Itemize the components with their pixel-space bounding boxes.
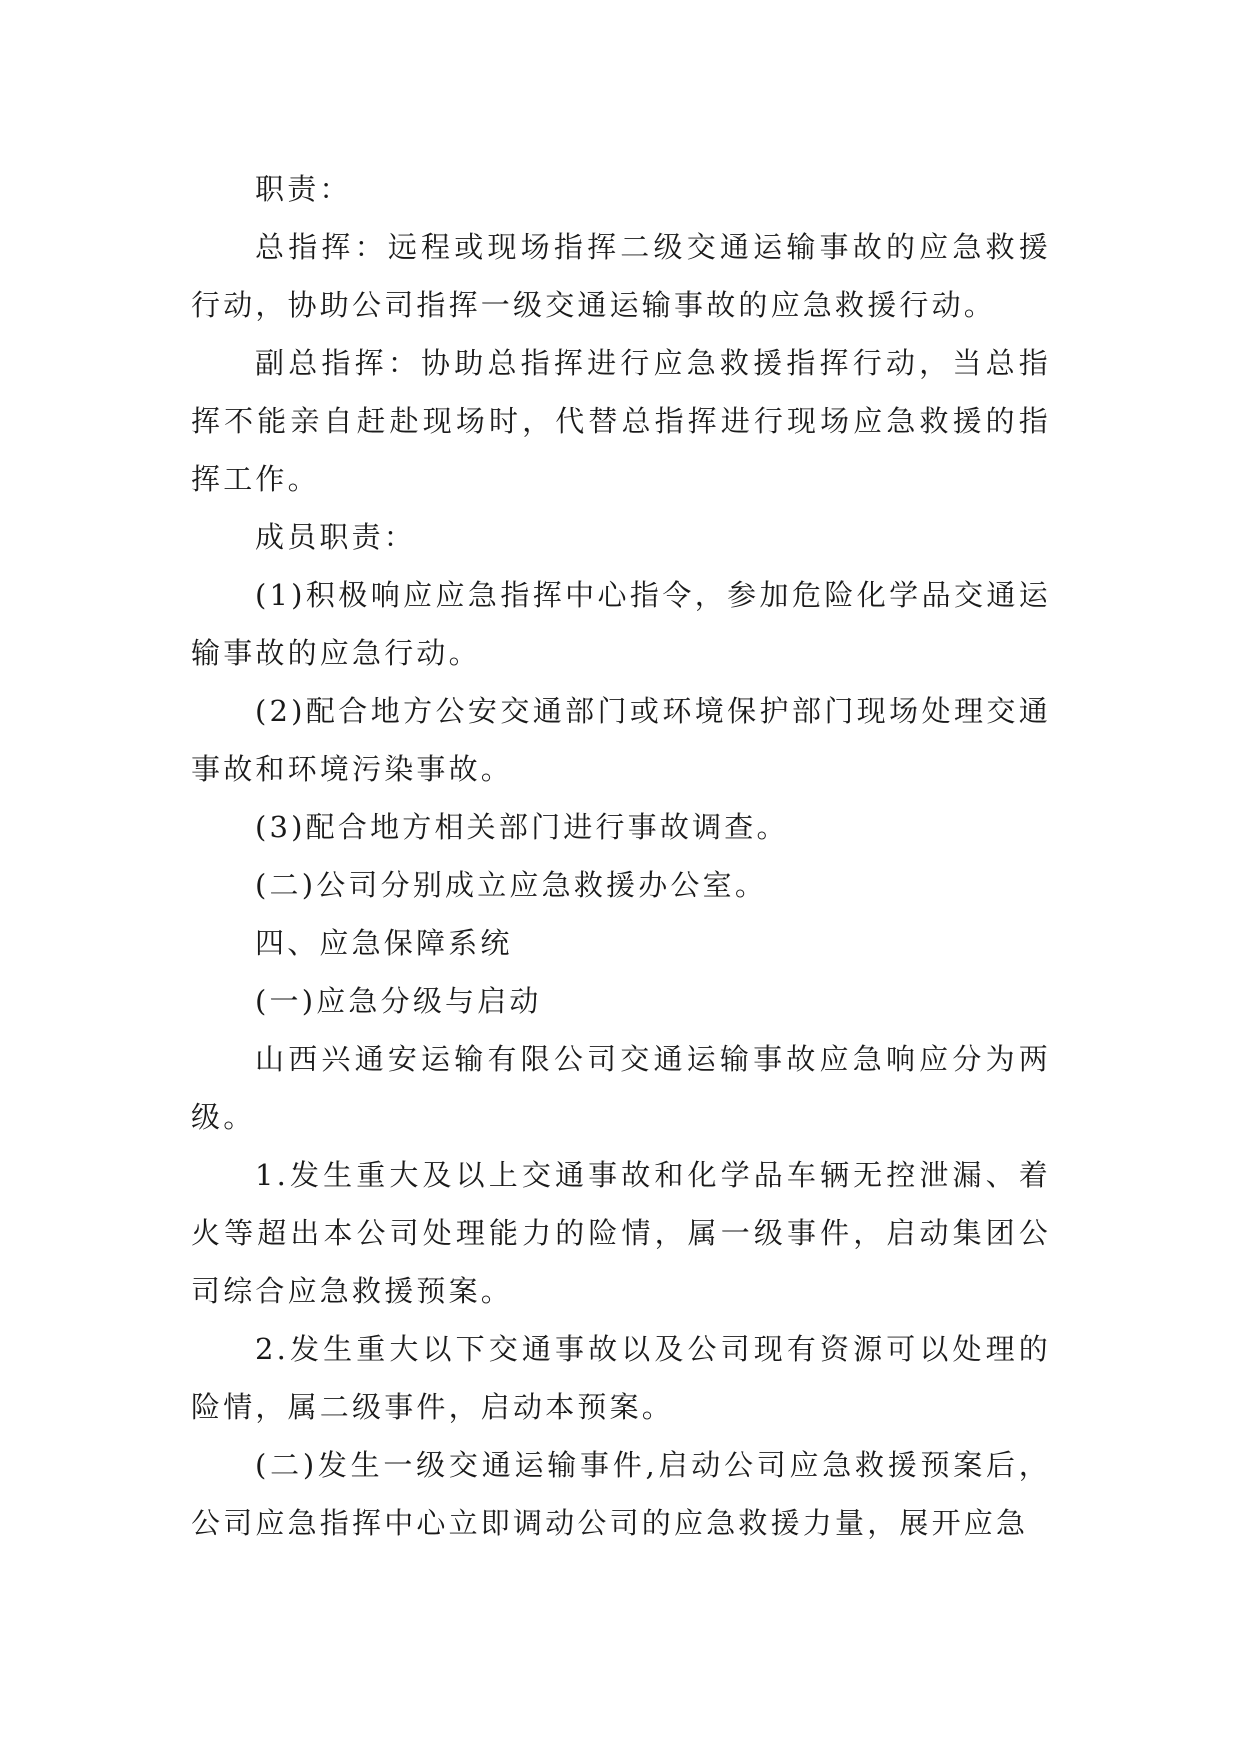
- paragraph-member-duty-3: (3)配合地方相关部门进行事故调查。: [255, 810, 789, 844]
- paragraph-member-duties-heading: 成员职责：: [255, 520, 417, 554]
- paragraph-office-setup: (二)公司分别成立应急救援办公室。: [255, 868, 768, 902]
- subsection-heading-grading: (一)应急分级与启动: [255, 984, 542, 1018]
- paragraph-level-one: 1.发生重大及以上交通事故和化学品车辆无控泄漏、着火等超出本公司处理能力的险情，属一级事件，启动集团公司综合应急救援预案。: [191, 1158, 1051, 1308]
- section-heading-emergency-support: 四、应急保障系统: [255, 926, 513, 960]
- paragraph-duties-heading: 职责：: [255, 172, 352, 206]
- paragraph-deputy-commander-duties: 副总指挥：协助总指挥进行应急救援指挥行动，当总指挥不能亲自赶赴现场时，代替总指挥进行现场应急救援的指挥工作。: [191, 346, 1051, 496]
- document-body: [191, 160, 1051, 1552]
- paragraph-level-two: 2.发生重大以下交通事故以及公司现有资源可以处理的险情，属二级事件，启动本预案。: [191, 1332, 1051, 1424]
- paragraph-commander-duties: 总指挥：远程或现场指挥二级交通运输事故的应急救援行动，协助公司指挥一级交通运输事故的应急救援行动。: [191, 230, 1051, 322]
- paragraph-response-levels: 山西兴通安运输有限公司交通运输事故应急响应分为两级。: [191, 1042, 1051, 1134]
- paragraph-member-duty-2: (2)配合地方公安交通部门或环境保护部门现场处理交通事故和环境污染事故。: [191, 694, 1051, 786]
- paragraph-level-one-activation: (二)发生一级交通运输事件,启动公司应急救援预案后，公司应急指挥中心立即调动公司的应急救援力量，展开应急: [191, 1448, 1051, 1540]
- paragraph-member-duty-1: (1)积极响应应急指挥中心指令，参加危险化学品交通运输事故的应急行动。: [191, 578, 1051, 670]
